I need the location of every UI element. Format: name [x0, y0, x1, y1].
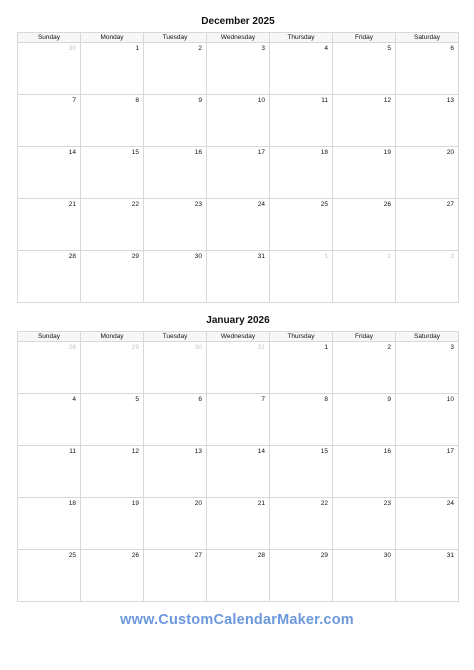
footer-website-link[interactable]: www.CustomCalendarMaker.com [120, 612, 354, 628]
day-number: 10 [257, 97, 265, 104]
day-cell [270, 199, 333, 251]
day-cell [270, 147, 333, 199]
day-number: 24 [446, 500, 454, 507]
day-cell [207, 446, 270, 498]
day-number: 1 [135, 45, 139, 52]
day-number: 7 [261, 396, 265, 403]
day-cell [144, 498, 207, 550]
day-cell [333, 43, 396, 95]
day-cell [396, 43, 459, 95]
day-number: 25 [68, 552, 76, 559]
day-cell [81, 95, 144, 147]
day-cell [81, 199, 144, 251]
day-cell [81, 498, 144, 550]
day-cell [270, 394, 333, 446]
day-number: 31 [257, 344, 265, 351]
day-number: 22 [320, 500, 328, 507]
day-cell [18, 550, 81, 602]
day-number: 1 [324, 344, 328, 351]
day-cell [270, 498, 333, 550]
day-cell [270, 95, 333, 147]
day-cell [144, 394, 207, 446]
day-number: 2 [387, 253, 391, 260]
day-number: 16 [383, 448, 391, 455]
day-number: 11 [321, 97, 328, 104]
day-number: 26 [131, 552, 139, 559]
day-cell [333, 446, 396, 498]
day-number: 11 [69, 448, 76, 455]
day-cell [18, 446, 81, 498]
day-cell [396, 147, 459, 199]
calendar-december-2025 [17, 12, 459, 303]
week-row [18, 394, 459, 446]
day-cell [333, 498, 396, 550]
day-cell [18, 95, 81, 147]
week-row [18, 498, 459, 550]
day-cell [18, 394, 81, 446]
day-number: 17 [257, 149, 265, 156]
day-cell [270, 446, 333, 498]
day-number: 31 [257, 253, 265, 260]
day-cell [207, 394, 270, 446]
day-cell [270, 43, 333, 95]
day-cell-other-month [81, 342, 144, 394]
day-cell [144, 95, 207, 147]
day-cell [81, 43, 144, 95]
weekday-header-row [18, 33, 459, 43]
week-row [18, 147, 459, 199]
calendar-january-2026 [17, 311, 459, 602]
day-number: 15 [131, 149, 139, 156]
weekday-header-row [18, 332, 459, 342]
day-cell [396, 199, 459, 251]
day-cell [207, 251, 270, 303]
day-number: 30 [383, 552, 391, 559]
month-title: January 2026 [206, 315, 270, 326]
week-row [18, 446, 459, 498]
weekday-header: Thursday [270, 33, 333, 43]
day-cell [144, 199, 207, 251]
day-cell [333, 342, 396, 394]
day-cell [207, 147, 270, 199]
day-number: 3 [450, 344, 454, 351]
day-number: 31 [446, 552, 454, 559]
day-number: 28 [257, 552, 265, 559]
day-number: 27 [446, 201, 454, 208]
weekday-header: Saturday [396, 33, 459, 43]
day-number: 1 [324, 253, 328, 260]
day-number: 20 [446, 149, 454, 156]
day-number: 27 [194, 552, 202, 559]
day-cell [270, 342, 333, 394]
day-cell [18, 199, 81, 251]
day-number: 30 [194, 344, 202, 351]
day-cell [333, 394, 396, 446]
day-cell [207, 550, 270, 602]
weekday-header: Monday [81, 33, 144, 43]
day-cell [396, 95, 459, 147]
weekday-header: Wednesday [207, 33, 270, 43]
day-cell [18, 147, 81, 199]
week-row [18, 550, 459, 602]
day-number: 9 [387, 396, 391, 403]
day-number: 22 [131, 201, 139, 208]
day-number: 29 [320, 552, 328, 559]
day-cell [18, 251, 81, 303]
weekday-header: Thursday [270, 332, 333, 342]
day-number: 6 [198, 396, 202, 403]
weekday-header: Tuesday [144, 332, 207, 342]
day-cell [333, 550, 396, 602]
day-number: 9 [198, 97, 202, 104]
day-cell [144, 446, 207, 498]
day-number: 16 [194, 149, 202, 156]
day-cell-other-month [396, 251, 459, 303]
day-number: 21 [68, 201, 76, 208]
day-number: 18 [320, 149, 328, 156]
day-cell [207, 95, 270, 147]
day-number: 28 [68, 253, 76, 260]
day-number: 28 [68, 344, 76, 351]
day-cell-other-month [18, 342, 81, 394]
day-number: 3 [450, 253, 454, 260]
day-cell-other-month [333, 251, 396, 303]
day-number: 5 [387, 45, 391, 52]
month-grid [17, 331, 459, 602]
day-cell-other-month [144, 342, 207, 394]
weekday-header: Friday [333, 332, 396, 342]
day-number: 12 [383, 97, 391, 104]
day-number: 2 [198, 45, 202, 52]
day-number: 15 [320, 448, 328, 455]
day-number: 3 [261, 45, 265, 52]
day-cell [144, 147, 207, 199]
day-cell [396, 342, 459, 394]
day-number: 12 [131, 448, 139, 455]
day-number: 29 [131, 344, 139, 351]
day-number: 10 [446, 396, 454, 403]
day-cell [396, 446, 459, 498]
day-cell [144, 43, 207, 95]
month-title: December 2025 [201, 16, 275, 27]
day-number: 2 [387, 344, 391, 351]
day-cell [270, 550, 333, 602]
weekday-header: Monday [81, 332, 144, 342]
week-row [18, 199, 459, 251]
day-cell [333, 95, 396, 147]
day-number: 30 [68, 45, 76, 52]
day-number: 17 [446, 448, 454, 455]
day-number: 8 [324, 396, 328, 403]
day-number: 19 [383, 149, 391, 156]
day-number: 13 [446, 97, 454, 104]
day-number: 26 [383, 201, 391, 208]
day-cell [396, 394, 459, 446]
day-number: 7 [72, 97, 76, 104]
weekday-header: Wednesday [207, 332, 270, 342]
weekday-header: Sunday [18, 332, 81, 342]
day-cell [81, 550, 144, 602]
day-cell [18, 498, 81, 550]
day-number: 19 [131, 500, 139, 507]
day-number: 23 [194, 201, 202, 208]
day-cell [207, 43, 270, 95]
day-number: 4 [324, 45, 328, 52]
day-cell [81, 394, 144, 446]
day-number: 25 [320, 201, 328, 208]
day-number: 23 [383, 500, 391, 507]
day-cell [81, 251, 144, 303]
weekday-header: Saturday [396, 332, 459, 342]
day-number: 6 [450, 45, 454, 52]
day-cell [333, 199, 396, 251]
weekday-header: Friday [333, 33, 396, 43]
day-cell-other-month [207, 342, 270, 394]
day-number: 24 [257, 201, 265, 208]
week-row [18, 43, 459, 95]
day-number: 18 [68, 500, 76, 507]
week-row [18, 342, 459, 394]
day-number: 14 [257, 448, 265, 455]
day-cell [81, 147, 144, 199]
week-rows [18, 43, 459, 303]
day-number: 21 [257, 500, 265, 507]
day-cell [333, 147, 396, 199]
day-number: 20 [194, 500, 202, 507]
day-number: 29 [131, 253, 139, 260]
weekday-header: Tuesday [144, 33, 207, 43]
day-cell [396, 550, 459, 602]
day-number: 4 [72, 396, 76, 403]
day-cell [144, 550, 207, 602]
day-cell [144, 251, 207, 303]
week-row [18, 95, 459, 147]
day-number: 30 [194, 253, 202, 260]
day-number: 14 [68, 149, 76, 156]
day-cell-other-month [18, 43, 81, 95]
day-number: 8 [135, 97, 139, 104]
month-grid [17, 32, 459, 303]
day-cell [396, 498, 459, 550]
day-cell [207, 498, 270, 550]
day-cell-other-month [270, 251, 333, 303]
day-number: 5 [135, 396, 139, 403]
day-cell [81, 446, 144, 498]
week-row [18, 251, 459, 303]
day-cell [207, 199, 270, 251]
week-rows [18, 342, 459, 602]
weekday-header: Sunday [18, 33, 81, 43]
day-number: 13 [194, 448, 202, 455]
